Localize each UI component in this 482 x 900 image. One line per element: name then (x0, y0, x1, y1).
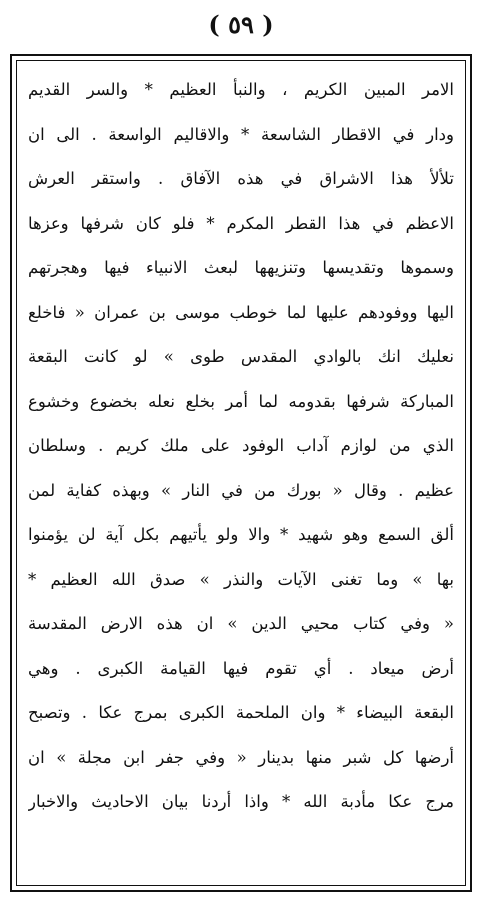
text-line: اليها ووفودهم عليها لما خوطب موسى بن عمران « فاخلع (28, 302, 454, 322)
text-line: عظيم . وقال « بورك من في النار » وبهذه كفاية لمن (28, 480, 454, 500)
text-line: بها » وما تغنى الآيات والنذر » صدق الله العظيم * (28, 569, 454, 589)
text-line: ودار في الاقطار الشاسعة * والاقاليم الواسعة . الى ان (28, 124, 454, 144)
text-line: مرج عكا مأدبة الله * واذا أردنا بيان الاحاديث والاخبار (28, 792, 454, 811)
text-line: أرض ميعاد . أي تقوم فيها القيامة الكبرى . وهي (28, 658, 454, 678)
text-line: « وفي كتاب محيي الدين » ان هذه الارض المقدسة (28, 614, 454, 633)
text-line: الاعظم في هذا القطر المكرم * فلو كان شرفها وعزها (28, 213, 454, 233)
text-line: نعليك انك بالوادي المقدس طوى » لو كانت البقعة (28, 347, 454, 366)
text-line: أرضها كل شبر منها بدينار « وفي جفر ابن مجلة » ان (28, 747, 454, 767)
text-line: وسموها وتقديسها وتنزيهها لبعث الانبياء فيها وهجرتهم (28, 258, 454, 277)
text-line: تلألأ هذا الاشراق في هذه الآفاق . واستقر العرش (28, 169, 454, 188)
text-line: ألق السمع وهو شهيد * والا ولو يأتيهم بكل آية لن يؤمنوا (28, 525, 454, 544)
page-number: ( ٥٩ ) (208, 10, 274, 39)
text-line: المباركة شرفها بقدومه لما أمر بخلع نعله بخضوع وخشوع (28, 391, 454, 411)
text-line: الامر المبين الكريم ، والنبأ العظيم * والسر القديم (28, 80, 454, 99)
body-text (28, 68, 454, 825)
text-line: البقعة البيضاء * وان الملحمة الكبرى بمرج عكا . وتصبح (28, 703, 454, 722)
text-line: الذي من لوازم آداب الوفود على ملك كريم . وسلطان (28, 436, 454, 455)
